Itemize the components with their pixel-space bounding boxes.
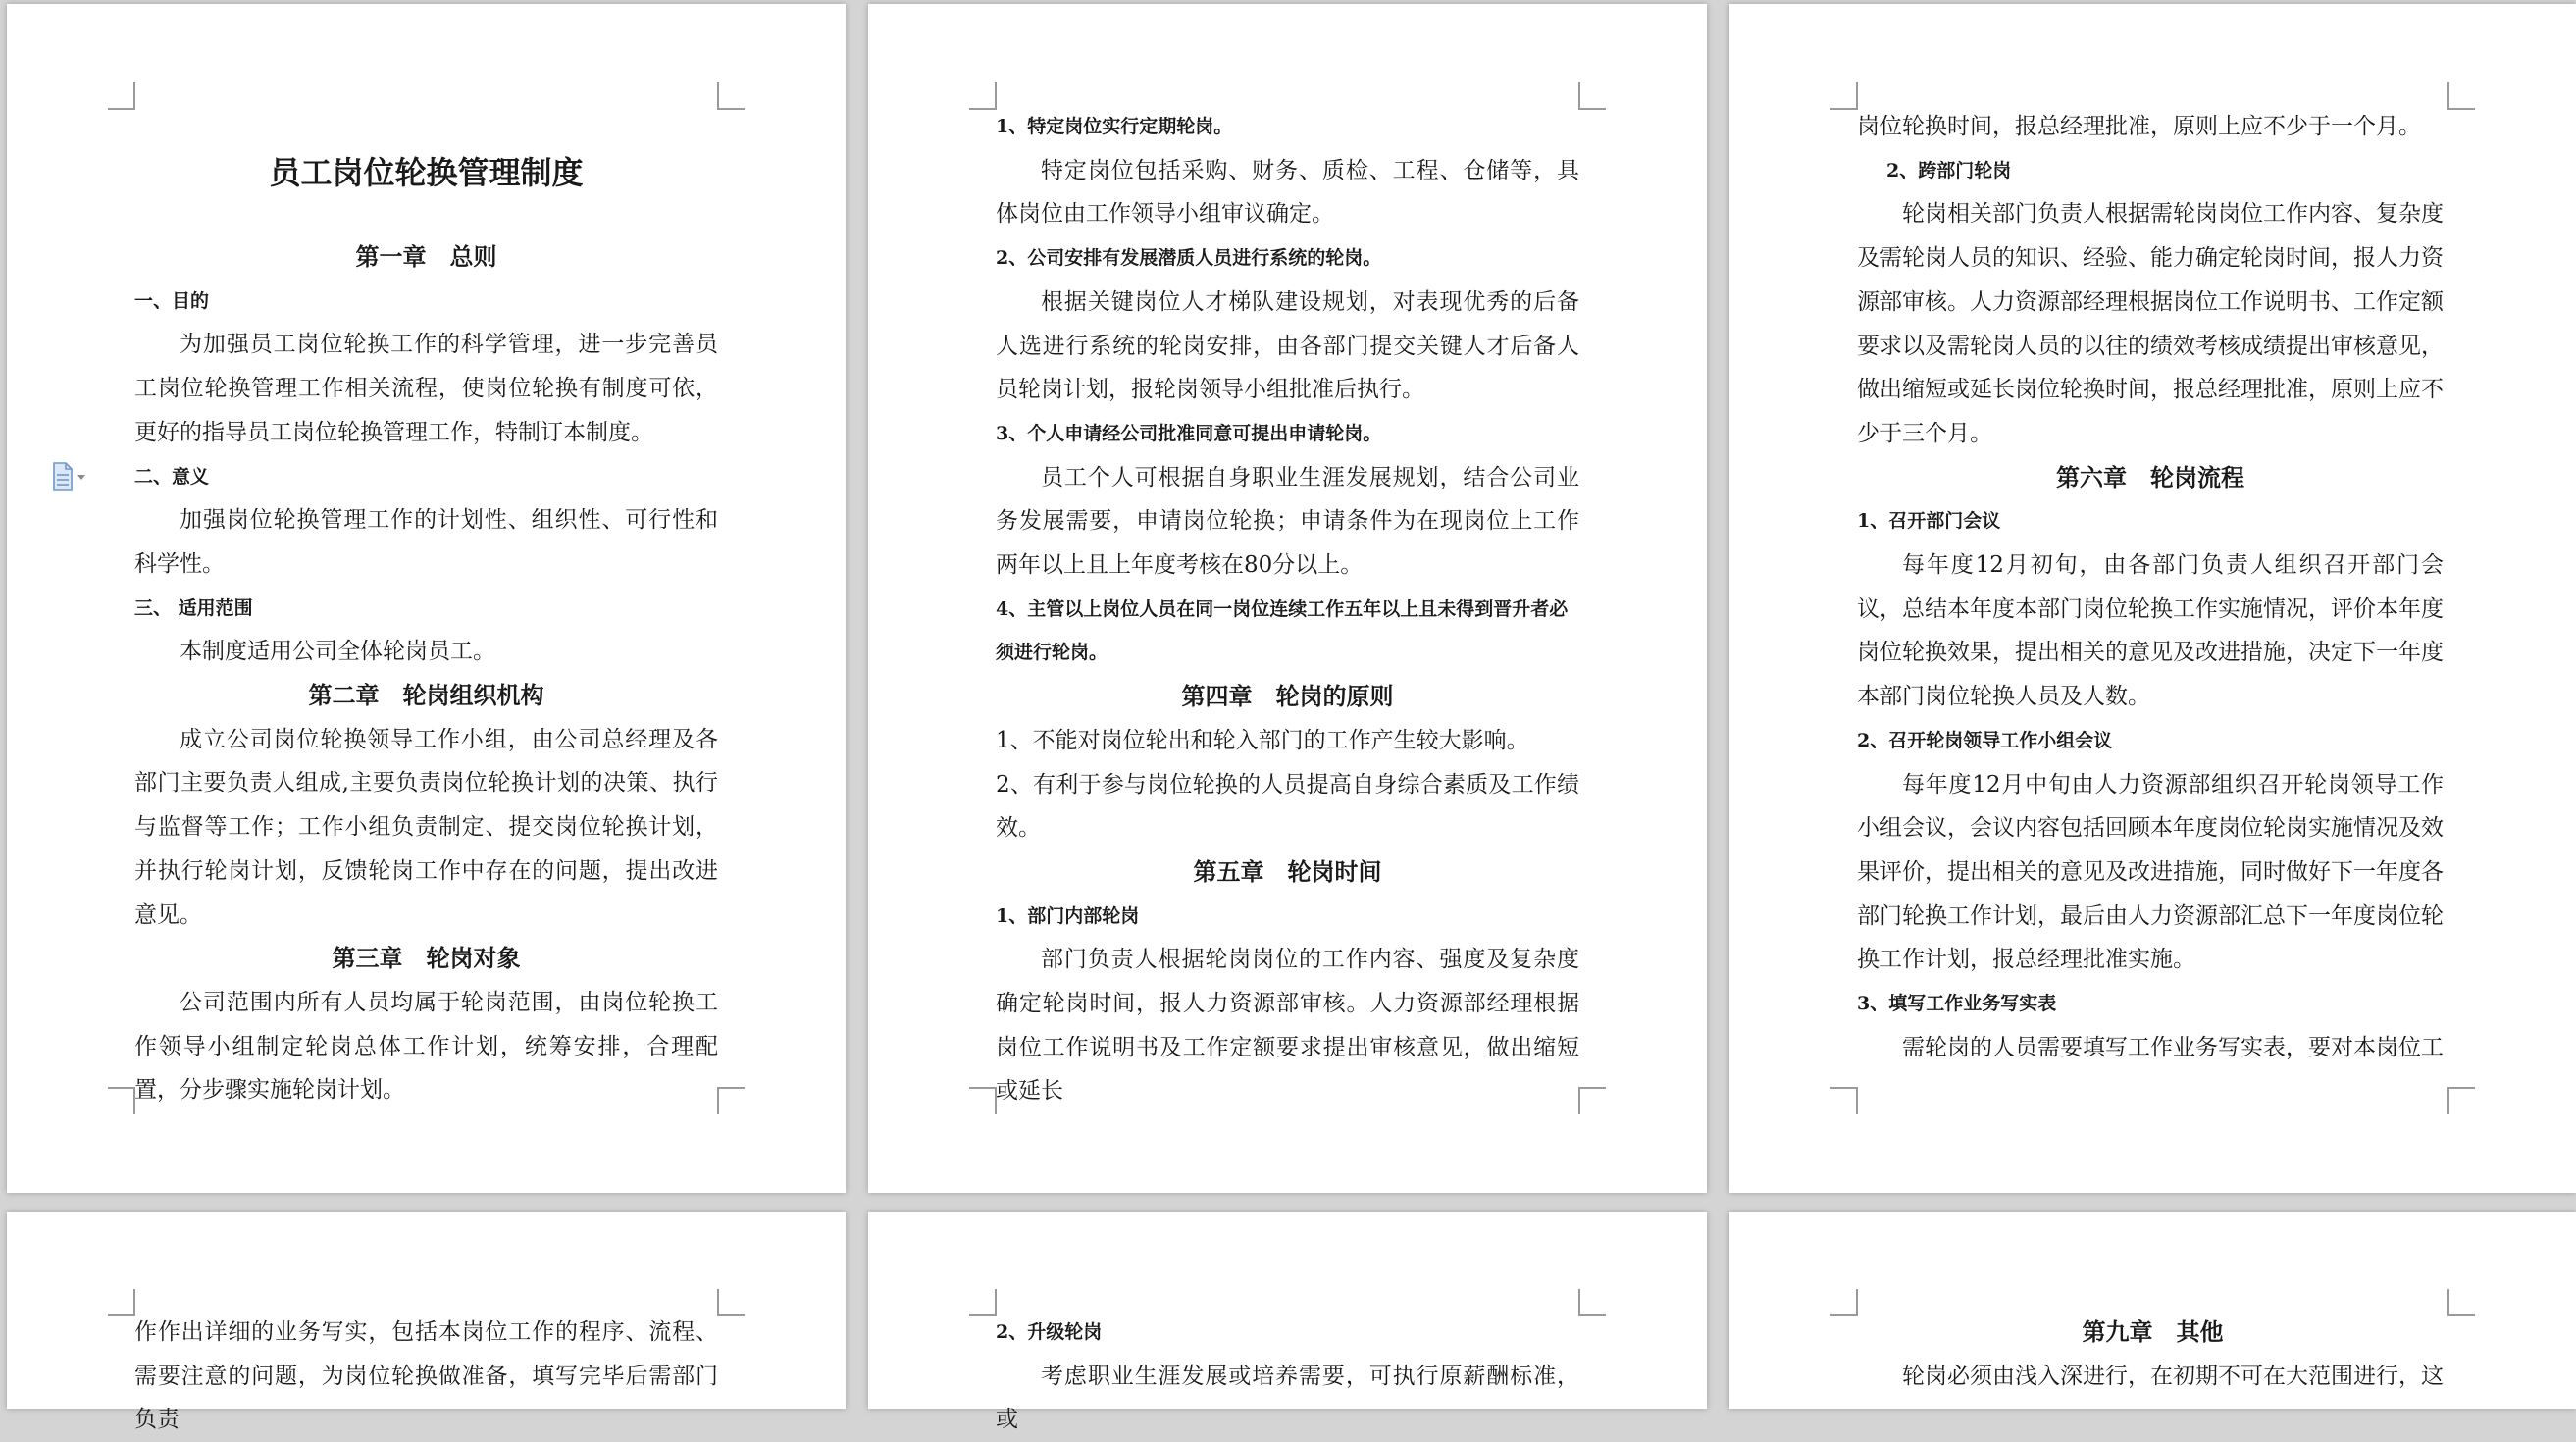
- chapter-heading: 第五章 轮岗时间: [1193, 856, 1382, 886]
- chapter-heading: 第一章 总则: [355, 242, 497, 271]
- crop-mark: [1578, 1087, 1606, 1114]
- crop-mark: [1830, 1087, 1858, 1114]
- section-heading: 4、主管以上岗位人员在同一岗位连续工作五年以上且未得到晋升者必须进行轮岗。: [996, 597, 1569, 664]
- section-heading: 2、公司安排有发展潜质人员进行系统的轮岗。: [996, 247, 1382, 270]
- document-title: 员工岗位轮换管理制度: [269, 154, 584, 191]
- crop-mark: [108, 1087, 135, 1114]
- page-body: [996, 1311, 1579, 1442]
- page-body: [1857, 1311, 2448, 1398]
- crop-mark: [108, 1289, 135, 1316]
- crop-mark: [1830, 82, 1858, 110]
- crop-mark: [969, 1087, 997, 1114]
- chevron-down-icon: [77, 475, 85, 480]
- page-2: [868, 4, 1707, 1193]
- section-heading: 三、 适用范围: [134, 596, 253, 619]
- chapter-heading: 第九章 其他: [2082, 1317, 2224, 1346]
- page-5: [868, 1212, 1707, 1433]
- crop-mark: [717, 1289, 745, 1316]
- section-heading: 3、个人申请经公司批准同意可提出申请轮岗。: [996, 422, 1382, 444]
- chapter-heading: 第四章 轮岗的原则: [1181, 682, 1394, 711]
- paragraph: 部门负责人根据轮岗岗位的工作内容、强度及复杂度确定轮岗时间，报人力资源部审核。人力资源部经理根据岗位工作说明书及工作定额要求提出审核意见，做出缩短或延长: [996, 947, 1579, 1105]
- paragraph: 每年度12月初旬，由各部门负责人组织召开部门会议，总结本年度本部门岗位轮换工作实施情况，评价本年度岗位轮换效果，提出相关的意见及改进措施，决定下一年度本部门岗位轮换人员及人数。: [1857, 552, 2444, 710]
- paragraph: 成立公司岗位轮换领导工作小组，由公司总经理及各部门主要负责人组成,主要负责岗位轮换计划的决策、执行与监督等工作；工作小组负责制定、提交岗位轮换计划，并执行轮岗计划，反馈轮岗工作中存在的问题，提出改进意见。: [134, 726, 718, 928]
- page-3: [1729, 4, 2576, 1193]
- crop-mark: [2447, 1087, 2475, 1114]
- crop-mark: [1578, 1289, 1606, 1316]
- crop-mark: [1578, 82, 1606, 110]
- section-heading: 2、升级轮岗: [996, 1321, 1103, 1343]
- section-heading: 一、目的: [134, 289, 210, 312]
- page-body: [996, 105, 1579, 1113]
- section-heading: 1、特定岗位实行定期轮岗。: [996, 116, 1233, 137]
- crop-mark: [969, 1289, 997, 1316]
- page-1: [7, 4, 846, 1193]
- paragraph: 考虑职业生涯发展或培养需要，可执行原薪酬标准，或: [996, 1363, 1579, 1433]
- paragraph: 岗位轮换时间，报总经理批准，原则上应不少于一个月。: [1857, 114, 2421, 139]
- page-body: [134, 1311, 718, 1442]
- crop-mark: [2447, 82, 2475, 110]
- paragraph: 根据关键岗位人才梯队建设规划，对表现优秀的后备人选进行系统的轮岗安排，由各部门提交关键人才后备人员轮岗计划，报轮岗领导小组批准后执行。: [996, 288, 1579, 403]
- chapter-heading: 第二章 轮岗组织机构: [308, 681, 544, 710]
- section-heading: 3、填写工作业务写实表: [1857, 993, 2057, 1015]
- paragraph: 员工个人可根据自身职业生涯发展规划，结合公司业务发展需要，申请岗位轮换；申请条件为在现岗位上工作两年以上且上年度考核在80分以上。: [996, 464, 1579, 579]
- crop-mark: [1830, 1289, 1858, 1316]
- crop-mark: [108, 82, 135, 110]
- chapter-heading: 第六章 轮岗流程: [2056, 462, 2244, 491]
- paragraph: 轮岗相关部门负责人根据需轮岗岗位工作内容、复杂度及需轮岗人员的知识、经验、能力确定轮岗时间，报人力资源部审核。人力资源部经理根据岗位工作说明书、工作定额要求以及需轮岗人员的以往的绩效考核成绩提出审核意见，做出缩短或延长岗位轮换时间，报总经理批准，原则上应不少于三个月。: [1857, 201, 2444, 446]
- paragraph: 特定岗位包括采购、财务、质检、工程、仓储等，具体岗位由工作领导小组审议确定。: [996, 157, 1579, 228]
- paragraph: 2、有利于参与岗位轮换的人员提高自身综合素质及工作绩效。: [996, 771, 1579, 842]
- paragraph: 轮岗必须由浅入深进行，在初期不可在大范围进行，这: [1902, 1363, 2444, 1389]
- chapter-heading: 第三章 轮岗对象: [332, 944, 521, 973]
- section-heading: 二、意义: [134, 465, 210, 488]
- document-icon[interactable]: [51, 461, 90, 492]
- paragraph: 需轮岗的人员需要填写工作业务写实表，要对本岗位工: [1902, 1034, 2444, 1060]
- crop-mark: [969, 82, 997, 110]
- section-heading: 2、跨部门轮岗: [1886, 159, 2012, 181]
- crop-mark: [2447, 1289, 2475, 1316]
- crop-mark: [717, 1087, 745, 1114]
- page-body: [1857, 105, 2444, 1069]
- paragraph: 每年度12月中旬由人力资源部组织召开轮岗领导工作小组会议，会议内容包括回顾本年度岗位轮岗实施情况及效果评价，提出相关的意见及改进措施，同时做好下一年度各部门轮换工作计划，最后由人力资源部汇总下一年度岗位轮换工作计划，报总经理批准实施。: [1857, 771, 2444, 973]
- section-heading: 1、部门内部轮岗: [996, 904, 1140, 927]
- section-heading: 1、召开部门会议: [1857, 510, 2001, 533]
- paragraph: 本制度适用公司全体轮岗员工。: [180, 639, 495, 665]
- page-body: [134, 153, 718, 1112]
- page-4: [7, 1212, 846, 1433]
- page-6: [1729, 1212, 2576, 1409]
- paragraph: 1、不能对岗位轮出和轮入部门的工作产生较大影响。: [996, 727, 1529, 753]
- section-heading: 2、召开轮岗领导工作小组会议: [1857, 729, 2113, 751]
- paragraph: 作作出详细的业务写实，包括本岗位工作的程序、流程、需要注意的问题，为岗位轮换做准备，填写完毕后需部门负责: [134, 1319, 718, 1433]
- crop-mark: [717, 82, 745, 110]
- paragraph: 加强岗位轮换管理工作的计划性、组织性、可行性和科学性。: [134, 507, 718, 577]
- paragraph: 为加强员工岗位轮换工作的科学管理，进一步完善员工岗位轮换管理工作相关流程，使岗位轮换有制度可依，更好的指导员工岗位轮换管理工作，特制订本制度。: [134, 332, 718, 445]
- paragraph: 公司范围内所有人员均属于轮岗范围，由岗位轮换工作领导小组制定轮岗总体工作计划，统筹安排，合理配置，分步骤实施轮岗计划。: [134, 989, 718, 1104]
